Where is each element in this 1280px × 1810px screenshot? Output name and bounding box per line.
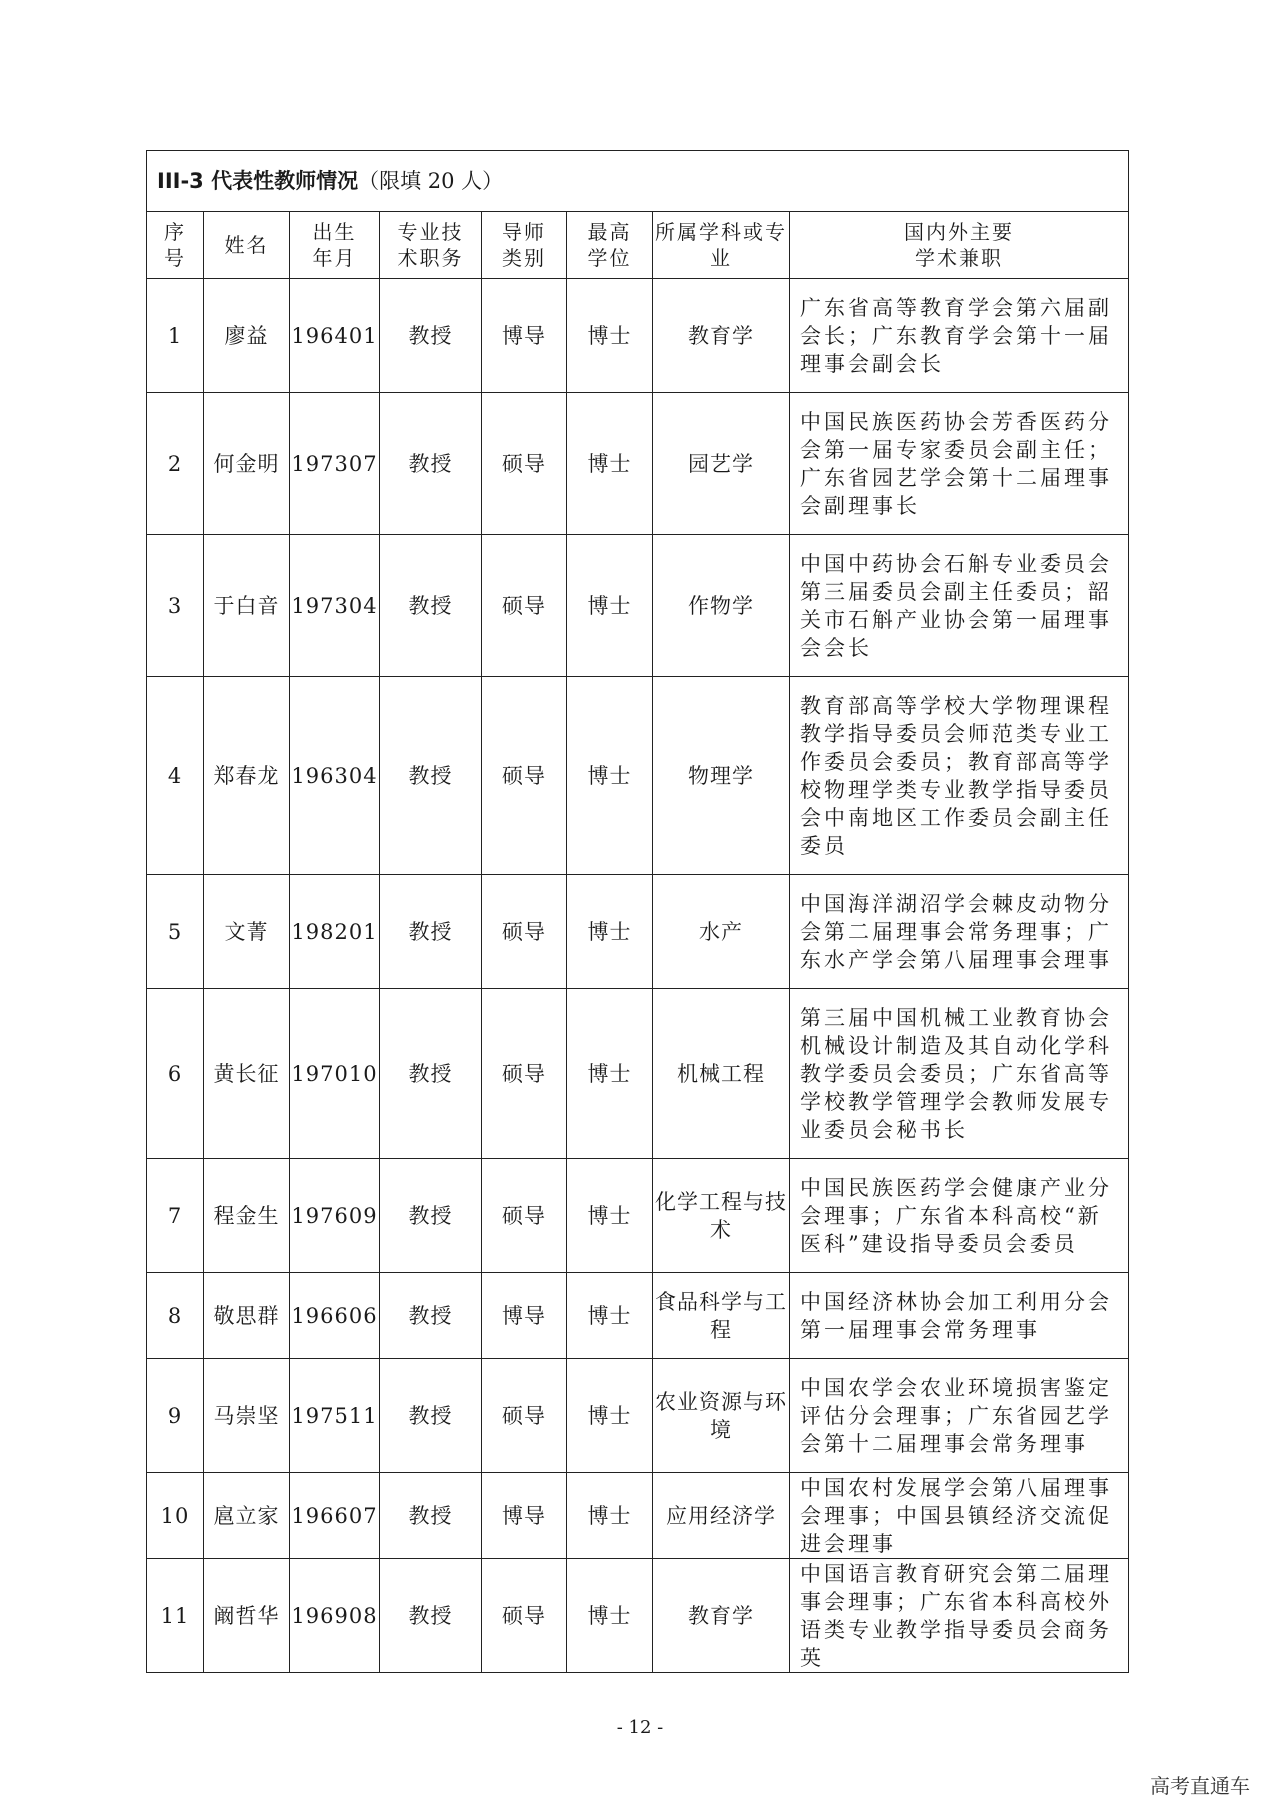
cell-no: 7 xyxy=(147,1159,204,1273)
cell-degree: 博士 xyxy=(567,393,653,535)
cell-roles: 中国民族医药协会芳香医药分会第一届专家委员会副主任；广东省园艺学会第十二届理事会副理事长 xyxy=(790,393,1129,535)
cell-no: 8 xyxy=(147,1273,204,1359)
cell-degree: 博士 xyxy=(567,535,653,677)
cell-title: 教授 xyxy=(380,1359,482,1473)
header-degree: 最高 学位 xyxy=(567,212,653,279)
cell-tutor: 博导 xyxy=(482,1273,567,1359)
cell-tutor: 硕导 xyxy=(482,1559,567,1673)
cell-name: 阚哲华 xyxy=(204,1559,290,1673)
cell-degree: 博士 xyxy=(567,1273,653,1359)
cell-field: 农业资源与环境 xyxy=(653,1359,790,1473)
cell-tutor: 硕导 xyxy=(482,677,567,875)
cell-tutor: 博导 xyxy=(482,279,567,393)
cell-degree: 博士 xyxy=(567,1359,653,1473)
watermark: 高考直通车 xyxy=(1150,1774,1250,1798)
cell-tutor: 博导 xyxy=(482,1473,567,1559)
table-row xyxy=(147,1273,1129,1359)
table-row xyxy=(147,279,1129,393)
cell-field: 教育学 xyxy=(653,1559,790,1673)
cell-title: 教授 xyxy=(380,279,482,393)
cell-title: 教授 xyxy=(380,1273,482,1359)
cell-title: 教授 xyxy=(380,393,482,535)
cell-degree: 博士 xyxy=(567,279,653,393)
cell-birth: 198201 xyxy=(290,875,380,989)
cell-tutor: 硕导 xyxy=(482,1359,567,1473)
header-tutor: 导师 类别 xyxy=(482,212,567,279)
table-title: III-3 代表性教师情况 xyxy=(157,169,359,193)
cell-roles: 广东省高等教育学会第六届副会长；广东教育学会第十一届理事会副会长 xyxy=(790,279,1129,393)
cell-field: 应用经济学 xyxy=(653,1473,790,1559)
header-row xyxy=(147,212,1129,279)
cell-tutor: 硕导 xyxy=(482,989,567,1159)
table-title-cell xyxy=(147,151,1129,212)
cell-birth: 197010 xyxy=(290,989,380,1159)
cell-name: 黄长征 xyxy=(204,989,290,1159)
cell-field: 园艺学 xyxy=(653,393,790,535)
table-row xyxy=(147,393,1129,535)
cell-roles: 中国经济林协会加工利用分会第一届理事会常务理事 xyxy=(790,1273,1129,1359)
cell-name: 敬思群 xyxy=(204,1273,290,1359)
cell-field: 物理学 xyxy=(653,677,790,875)
cell-name: 扈立家 xyxy=(204,1473,290,1559)
cell-roles: 中国农学会农业环境损害鉴定评估分会理事；广东省园艺学会第十二届理事会常务理事 xyxy=(790,1359,1129,1473)
cell-field: 机械工程 xyxy=(653,989,790,1159)
cell-name: 马崇坚 xyxy=(204,1359,290,1473)
cell-title: 教授 xyxy=(380,989,482,1159)
cell-birth: 197609 xyxy=(290,1159,380,1273)
table-row xyxy=(147,989,1129,1159)
cell-name: 何金明 xyxy=(204,393,290,535)
cell-degree: 博士 xyxy=(567,677,653,875)
table-row xyxy=(147,1159,1129,1273)
cell-birth: 196401 xyxy=(290,279,380,393)
cell-no: 1 xyxy=(147,279,204,393)
header-title: 专业技 术职务 xyxy=(380,212,482,279)
cell-title: 教授 xyxy=(380,677,482,875)
cell-roles: 中国海洋湖沼学会棘皮动物分会第二届理事会常务理事；广东水产学会第八届理事会理事 xyxy=(790,875,1129,989)
cell-field: 作物学 xyxy=(653,535,790,677)
table-title-note: （限填 20 人） xyxy=(358,169,504,193)
cell-tutor: 硕导 xyxy=(482,875,567,989)
table-row xyxy=(147,875,1129,989)
cell-birth: 196606 xyxy=(290,1273,380,1359)
table-row xyxy=(147,1559,1129,1673)
cell-degree: 博士 xyxy=(567,875,653,989)
cell-tutor: 硕导 xyxy=(482,1159,567,1273)
cell-title: 教授 xyxy=(380,1159,482,1273)
cell-roles: 第三届中国机械工业教育协会机械设计制造及其自动化学科教学委员会委员；广东省高等学校教学管理学会教师发展专业委员会秘书长 xyxy=(790,989,1129,1159)
cell-birth: 197304 xyxy=(290,535,380,677)
cell-title: 教授 xyxy=(380,1559,482,1673)
cell-name: 程金生 xyxy=(204,1159,290,1273)
cell-degree: 博士 xyxy=(567,1559,653,1673)
header-name: 姓名 xyxy=(204,212,290,279)
cell-no: 6 xyxy=(147,989,204,1159)
teacher-table xyxy=(146,150,1129,1673)
cell-tutor: 硕导 xyxy=(482,393,567,535)
cell-birth: 196304 xyxy=(290,677,380,875)
cell-birth: 196908 xyxy=(290,1559,380,1673)
cell-roles: 中国语言教育研究会第二届理事会理事；广东省本科高校外语类专业教学指导委员会商务英 xyxy=(790,1559,1129,1673)
cell-roles: 中国农村发展学会第八届理事会理事；中国县镇经济交流促进会理事 xyxy=(790,1473,1129,1559)
cell-no: 4 xyxy=(147,677,204,875)
table-row xyxy=(147,1359,1129,1473)
table-row xyxy=(147,677,1129,875)
cell-name: 廖益 xyxy=(204,279,290,393)
cell-birth: 197307 xyxy=(290,393,380,535)
cell-field: 食品科学与工程 xyxy=(653,1273,790,1359)
cell-degree: 博士 xyxy=(567,989,653,1159)
page-number: - 12 - xyxy=(616,1717,664,1738)
cell-roles: 中国民族医药学会健康产业分会理事；广东省本科高校“新医科”建设指导委员会委员 xyxy=(790,1159,1129,1273)
cell-birth: 196607 xyxy=(290,1473,380,1559)
cell-roles: 教育部高等学校大学物理课程教学指导委员会师范类专业工作委员会委员；教育部高等学校物理学类专业教学指导委员会中南地区工作委员会副主任委员 xyxy=(790,677,1129,875)
cell-name: 文菁 xyxy=(204,875,290,989)
table-row xyxy=(147,535,1129,677)
cell-tutor: 硕导 xyxy=(482,535,567,677)
cell-no: 5 xyxy=(147,875,204,989)
cell-title: 教授 xyxy=(380,1473,482,1559)
cell-birth: 197511 xyxy=(290,1359,380,1473)
cell-title: 教授 xyxy=(380,535,482,677)
header-birth: 出生 年月 xyxy=(290,212,380,279)
cell-no: 10 xyxy=(147,1473,204,1559)
header-field: 所属学科或专业 xyxy=(653,212,790,279)
header-roles: 国内外主要 学术兼职 xyxy=(790,212,1129,279)
cell-no: 11 xyxy=(147,1559,204,1673)
cell-name: 于白音 xyxy=(204,535,290,677)
cell-field: 教育学 xyxy=(653,279,790,393)
cell-name: 郑春龙 xyxy=(204,677,290,875)
cell-degree: 博士 xyxy=(567,1159,653,1273)
cell-no: 2 xyxy=(147,393,204,535)
table-row xyxy=(147,1473,1129,1559)
cell-field: 水产 xyxy=(653,875,790,989)
cell-degree: 博士 xyxy=(567,1473,653,1559)
cell-roles: 中国中药协会石斛专业委员会第三届委员会副主任委员；韶关市石斛产业协会第一届理事会会长 xyxy=(790,535,1129,677)
cell-title: 教授 xyxy=(380,875,482,989)
cell-field: 化学工程与技术 xyxy=(653,1159,790,1273)
cell-no: 9 xyxy=(147,1359,204,1473)
header-no: 序 号 xyxy=(147,212,204,279)
cell-no: 3 xyxy=(147,535,204,677)
